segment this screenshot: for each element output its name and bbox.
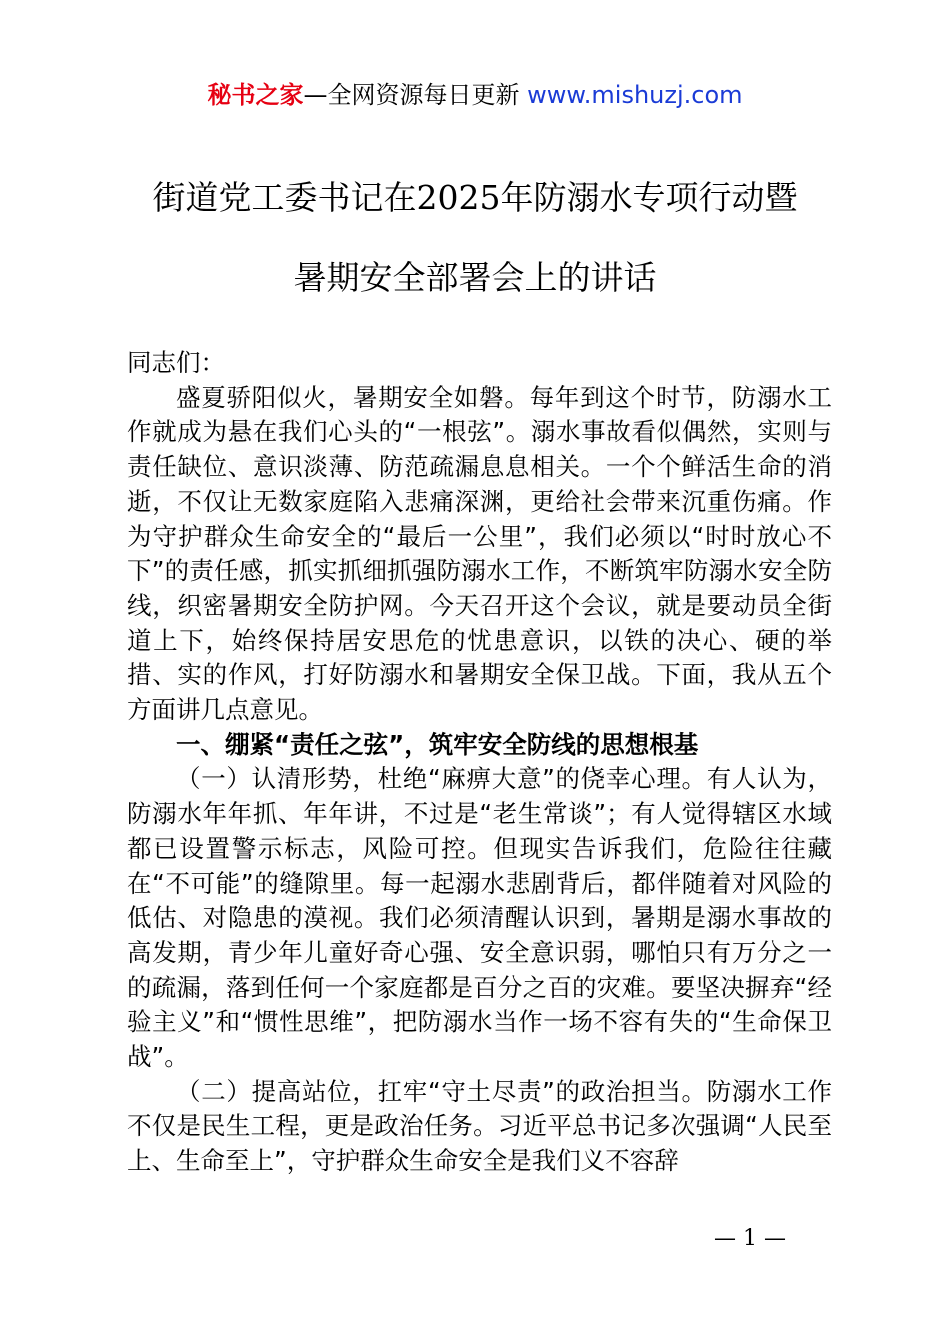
title-line-1: 街道党工委书记在2025年防溺水专项行动暨 bbox=[152, 178, 798, 217]
paragraph-subsection-1: （一）认清形势，杜绝“麻痹大意”的侥幸心理。有人认为，防溺水年年抓、年年讲，不过是“老生常谈”；有人觉得辖区水域都已设置警示标志，风险可控。但现实告诉我们，危险往往藏在“不可能”的缝隙里。每一起溺水悲剧背后，都伴随着对风险的低估、对隐患的漠视。我们必须清醒认识到，暑期是溺水事故的高发期，青少年儿童好奇心强、安全意识弱，哪怕只有万分之一的疏漏，落到任何一个家庭都是百分之百的灾难。要坚决摒弃“经验主义”和“惯性思维”，把防溺水当作一场不容有失的“生命保卫战”。 bbox=[127, 764, 832, 1072]
brand-tagline: —全网资源每日更新 bbox=[303, 81, 520, 109]
section-heading-1: 一、绷紧“责任之弦”，筑牢安全防线的思想根基 bbox=[176, 729, 699, 759]
paragraph-intro: 盛夏骄阳似火，暑期安全如磐。每年到这个时节，防溺水工作就成为悬在我们心头的“一根弦”。溺水事故看似偶然，实则与责任缺位、意识淡薄、防范疏漏息息相关。一个个鲜活生命的消逝，不仅让无数家庭陷入悲痛深渊，更给社会带来沉重伤痛。作为守护群众生命安全的“最后一公里”，我们必须以“时时放心不下”的责任感，抓实抓细抓强防溺水工作，不断筑牢防溺水安全防线，织密暑期安全防护网。今天召开这个会议，就是要动员全街道上下，始终保持居安思危的忧患意识，以铁的决心、硬的举措、实的作风，打好防溺水和暑期安全保卫战。下面，我从五个方面讲几点意见。 bbox=[127, 382, 832, 725]
document-body bbox=[127, 346, 832, 1179]
header-banner bbox=[0, 78, 950, 112]
page-number: — 1 — bbox=[714, 1226, 786, 1251]
brand-name: 秘书之家 bbox=[207, 81, 304, 109]
document-title bbox=[0, 158, 950, 318]
title-line-2: 暑期安全部署会上的讲话 bbox=[293, 258, 657, 297]
paragraph-subsection-2: （二）提高站位，扛牢“守土尽责”的政治担当。防溺水工作不仅是民生工程，更是政治任务。习近平总书记多次强调“人民至上、生命至上”，守护群众生命安全是我们义不容辞 bbox=[127, 1076, 832, 1176]
website-link[interactable]: www.mishuzj.com bbox=[527, 81, 743, 109]
salutation: 同志们： bbox=[127, 348, 225, 377]
